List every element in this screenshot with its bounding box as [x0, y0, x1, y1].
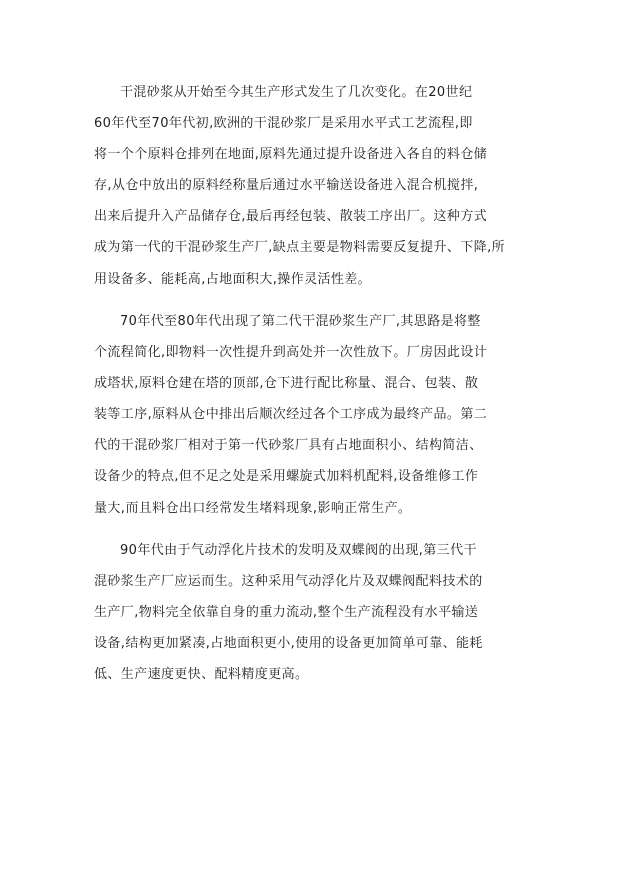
text-line: 设备少的特点,但不足之处是采用螺旋式加料机配料,设备维修工作 — [94, 469, 479, 485]
text-line: 用设备多、能耗高,占地面积大,操作灵活性差。 — [94, 271, 372, 287]
text-line: 量大,而且料仓出口经常发生堵料现象,影响正常生产。 — [94, 500, 412, 516]
text-line: 成为第一代的干混砂浆生产厂,缺点主要是物料需要反复提升、下降,所 — [94, 240, 506, 256]
text-line: 混砂浆生产厂应运而生。这种采用气动浮化片及双蝶阀配料技术的 — [94, 574, 483, 590]
text-line: 出来后提升入产品储存仓,最后再经包装、散装工序出厂。这种方式 — [94, 209, 488, 225]
text-line: 个流程简化,即物料一次性提升到高处并一次性放下。厂房因此设计 — [94, 345, 488, 361]
text-line: 70年代至80年代出现了第二代干混砂浆生产厂,其思路是将整 — [120, 314, 481, 329]
text-line: 代的干混砂浆厂相对于第一代砂浆厂具有占地面积小、结构简洁、 — [94, 438, 483, 454]
text-line: 装等工序,原料从仓中排出后顺次经过各个工序成为最终产品。第二 — [94, 407, 488, 423]
text-line: 干混砂浆从开始至今其生产形式发生了几次变化。在20世纪 — [120, 85, 473, 100]
text-line: 90年代由于气动浮化片技术的发明及双蝶阀的出现,第三代干 — [120, 543, 477, 558]
text-line: 低、生产速度更快、配料精度更高。 — [94, 667, 309, 683]
text-line: 生产厂,物料完全依靠自身的重力流动,整个生产流程没有水平输送 — [94, 605, 479, 621]
text-line: 将一个个原料仓排列在地面,原料先通过提升设备进入各自的料仓储 — [94, 147, 488, 163]
text-line: 设备,结构更加紧凑,占地面积更小,使用的设备更加简单可靠、能耗 — [94, 636, 483, 652]
paragraph-second-generation — [94, 306, 554, 524]
text-line: 存,从仓中放出的原料经称量后通过水平输送设备进入混合机搅拌, — [94, 178, 479, 194]
text-line: 60年代至70年代初,欧洲的干混砂浆厂是采用水平式工艺流程,即 — [94, 116, 473, 132]
paragraph-third-generation — [94, 535, 554, 690]
text-line: 成塔状,原料仓建在塔的顶部,仓下进行配比称量、混合、包装、散 — [94, 376, 479, 392]
paragraph-first-generation — [94, 77, 554, 295]
